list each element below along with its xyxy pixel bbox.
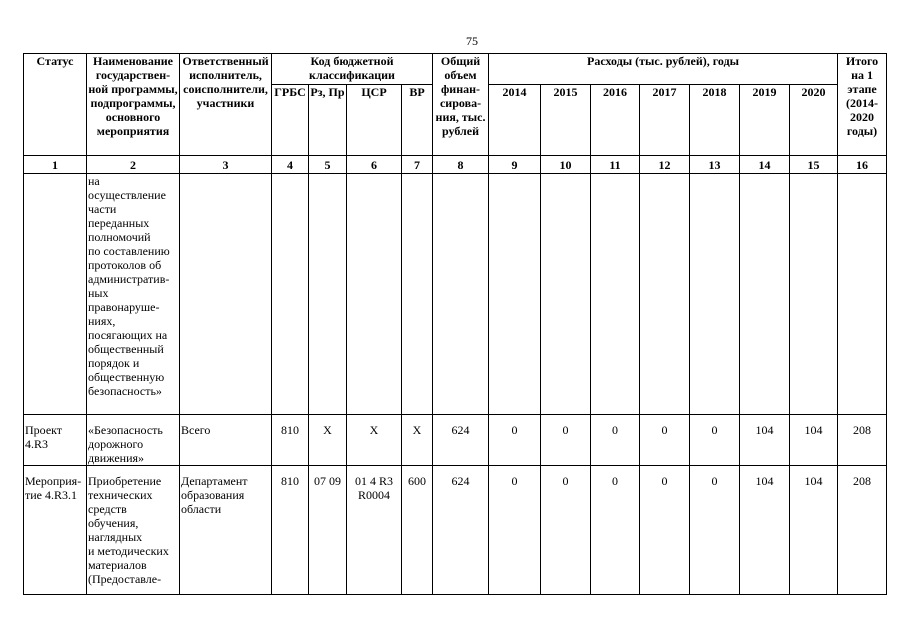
- row-vr: X: [402, 415, 433, 466]
- row-value-2014: 0: [489, 466, 541, 595]
- column-number: 6: [347, 156, 402, 174]
- column-number-row: [24, 156, 887, 174]
- row-rz-pr: [309, 174, 347, 415]
- row-value-2018: 0: [690, 466, 740, 595]
- column-number: 14: [740, 156, 790, 174]
- row-total: 624: [433, 466, 489, 595]
- row-value-2017: 0: [640, 415, 690, 466]
- row-grbs: [272, 174, 309, 415]
- header-year-2016: 2016: [591, 85, 640, 156]
- row-value-2020: 104: [790, 415, 838, 466]
- row-value-2019: 104: [740, 466, 790, 595]
- header-executor: Ответственный исполнитель, соисполнители, участники: [180, 54, 272, 156]
- column-number: 9: [489, 156, 541, 174]
- column-number: 10: [541, 156, 591, 174]
- column-number: 8: [433, 156, 489, 174]
- header-rz-pr: Рз, Пр: [309, 85, 347, 156]
- column-number: 5: [309, 156, 347, 174]
- row-value-2019: [740, 174, 790, 415]
- row-status: [24, 174, 87, 415]
- row-value-2017: 0: [640, 466, 690, 595]
- row-vr: 600: [402, 466, 433, 595]
- header-year-2020: 2020: [790, 85, 838, 156]
- header-csr: ЦСР: [347, 85, 402, 156]
- table-row: [24, 174, 887, 415]
- header-vr: ВР: [402, 85, 433, 156]
- row-executor: [180, 174, 272, 415]
- row-value-2015: [541, 174, 591, 415]
- row-value-2015: 0: [541, 415, 591, 466]
- row-value-2014: 0: [489, 415, 541, 466]
- column-number: 3: [180, 156, 272, 174]
- row-rz-pr: X: [309, 415, 347, 466]
- header-year-2015: 2015: [541, 85, 591, 156]
- header-year-2017: 2017: [640, 85, 690, 156]
- column-number: 16: [838, 156, 887, 174]
- row-csr: X: [347, 415, 402, 466]
- column-number: 13: [690, 156, 740, 174]
- column-number: 4: [272, 156, 309, 174]
- row-total: 624: [433, 415, 489, 466]
- row-value-2016: 0: [591, 415, 640, 466]
- header-status: Статус: [24, 54, 87, 156]
- row-value-2020: 104: [790, 466, 838, 595]
- row-vr: [402, 174, 433, 415]
- row-grbs: 810: [272, 466, 309, 595]
- row-value-2018: [690, 174, 740, 415]
- header-grbs: ГРБС: [272, 85, 309, 156]
- header-name: Наименование государствен-ной программы, подпрограммы, основного мероприятия: [87, 54, 180, 156]
- row-name: на осуществление части переданных полномочий по составлению протоколов об административ- ных правонаруше- ниях, посягающих на общественный порядок и общественную безопасность»: [87, 174, 180, 415]
- row-value-2019: 104: [740, 415, 790, 466]
- header-total-volume: Общий объем финан-сирова-ния, тыс. рублей: [433, 54, 489, 156]
- row-csr: 01 4 R3 R0004: [347, 466, 402, 595]
- row-name: «Безопасность дорожного движения»: [87, 415, 180, 466]
- row-stage-total: [838, 174, 887, 415]
- header-stage-total: Итого на 1 этапе (2014-2020 годы): [838, 54, 887, 156]
- header-year-2019: 2019: [740, 85, 790, 156]
- row-stage-total: 208: [838, 466, 887, 595]
- row-stage-total: 208: [838, 415, 887, 466]
- row-value-2016: [591, 174, 640, 415]
- header-budget-code: Код бюджетной классификации: [272, 54, 433, 85]
- column-number: 7: [402, 156, 433, 174]
- column-number: 15: [790, 156, 838, 174]
- row-total: [433, 174, 489, 415]
- row-name: Приобретение технических средств обучения, наглядных и методических материалов (Предоставле-: [87, 466, 180, 595]
- row-executor: Департамент образования области: [180, 466, 272, 595]
- row-value-2016: 0: [591, 466, 640, 595]
- header-row-top: [24, 54, 887, 85]
- row-status: Мероприя- тие 4.R3.1: [24, 466, 87, 595]
- row-status: Проект 4.R3: [24, 415, 87, 466]
- row-value-2020: [790, 174, 838, 415]
- column-number: 11: [591, 156, 640, 174]
- header-year-2014: 2014: [489, 85, 541, 156]
- row-value-2018: 0: [690, 415, 740, 466]
- budget-table: [23, 53, 887, 595]
- column-number: 12: [640, 156, 690, 174]
- table-row: [24, 415, 887, 466]
- column-number: 2: [87, 156, 180, 174]
- table-row: [24, 466, 887, 595]
- header-year-2018: 2018: [690, 85, 740, 156]
- column-number: 1: [24, 156, 87, 174]
- header-expenses: Расходы (тыс. рублей), годы: [489, 54, 838, 85]
- row-grbs: 810: [272, 415, 309, 466]
- row-rz-pr: 07 09: [309, 466, 347, 595]
- row-value-2015: 0: [541, 466, 591, 595]
- row-csr: [347, 174, 402, 415]
- page-number: 75: [466, 34, 478, 48]
- row-executor: Всего: [180, 415, 272, 466]
- row-value-2017: [640, 174, 690, 415]
- row-value-2014: [489, 174, 541, 415]
